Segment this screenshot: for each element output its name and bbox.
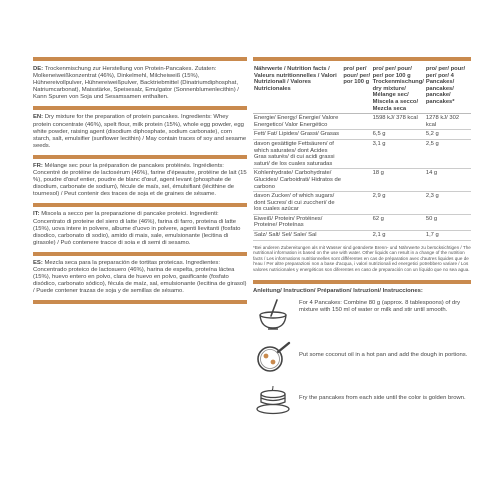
nutrient-label: davon gesättigte Fettsäuren/ of which saturates/ dont Acides Gras saturés/ di cui acidi grassi saturi/ de los cuales saturadas bbox=[253, 139, 342, 168]
lang-code-en: EN: bbox=[33, 114, 44, 121]
table-row bbox=[253, 192, 471, 215]
blank-header-area bbox=[0, 0, 500, 57]
pancake-stack-icon bbox=[255, 383, 291, 419]
value-pancakes: 1,7 g bbox=[425, 231, 471, 241]
instruction-text-3: Fry the pancakes from each side until the color is golden brown. bbox=[299, 395, 466, 402]
header-dry-mixture: pro/ per/ pour/ per/ por 100 g Trockenmischung/ dry mixture/ Mélange sec/ Miscela a secco/ Mezcla seca bbox=[372, 66, 425, 114]
instruction-step-2 bbox=[253, 340, 471, 383]
lang-code-fr: FR: bbox=[33, 162, 43, 169]
nutrition-footnote: *Bei anderen Zubereitungen als mit Wasser sind geänderte Brenn- und Nährwerte zu berücksichtigen / The nutritional information is based on the use with water. Other liquids can result in a change of the nutrition facts / Les informations nutritionnelles sont différentes en cas de préparation avec d'autres liquides que de l'eau / Per altre preparazioni non a base d'acqua, i valori nutrizionali ed energetici potrebbero variare / Los valores nutricionales y energéticos son diferentes en caso de preparación con un líquido que no sea agua. bbox=[253, 244, 471, 272]
ingredients-column bbox=[33, 66, 247, 308]
table-row bbox=[253, 114, 471, 130]
header-per-100g: pro/ per/ pour/ per/ por 100 g bbox=[342, 66, 371, 114]
instruction-step-3 bbox=[253, 383, 471, 426]
divider bbox=[33, 203, 247, 207]
instructions-title: Anleitung/ Instruction/ Préparation/ Istruzioni/ Instrucciones: bbox=[253, 288, 423, 295]
ingredients-es bbox=[33, 260, 247, 298]
lang-code-it: IT: bbox=[33, 211, 40, 218]
instruction-text-2: Put some coconut oil in a hot pan and add the dough in portions. bbox=[299, 352, 468, 359]
nutrient-label: davon Zucker/ of which sugars/ dont Sucres/ di cui zuccheri/ de los cuales azúcar bbox=[253, 192, 342, 215]
ingredients-en bbox=[33, 114, 247, 152]
nutrient-label: Fett/ Fat/ Lipides/ Grassi/ Grasas bbox=[253, 130, 342, 140]
ingredients-de bbox=[33, 66, 247, 104]
ingredients-it bbox=[33, 211, 247, 249]
value-dry: 62 g bbox=[372, 214, 425, 230]
divider-right-top bbox=[253, 57, 471, 61]
value-dry: 6,5 g bbox=[372, 130, 425, 140]
instruction-text-1: For 4 Pancakes: Combine 80 g (approx. 8 tablespoons) of dry mixture with 150 ml of water or milk and stir until smooth. bbox=[299, 300, 461, 314]
divider bbox=[33, 106, 247, 110]
ingredients-text-en: Dry mixture for the preparation of protein pancakes. Ingredients: Whey protein concentrate (46%), spelt flour, milk protein (15%), whole egg powder, egg white powder, raising agent (disodium diphosphate, sodium carbonate), corn starch, salt, emulsifier (sunflower lecithin) / May contain traces of soy and sesame seeds. bbox=[33, 114, 247, 149]
frying-pan-icon bbox=[255, 340, 291, 376]
divider bbox=[33, 155, 247, 159]
divider bbox=[33, 252, 247, 256]
nutrition-table bbox=[253, 66, 471, 241]
value-pancakes: 5,2 g bbox=[425, 130, 471, 140]
table-row bbox=[253, 169, 471, 192]
value-dry: 3,1 g bbox=[372, 139, 425, 168]
table-row bbox=[253, 139, 471, 168]
divider bbox=[33, 300, 247, 304]
mixing-bowl-icon bbox=[255, 297, 291, 333]
instruction-step-1 bbox=[253, 297, 471, 340]
ingredients-text-de: Trockenmischung zur Herstellung von Protein-Pancakes. Zutaten: Molkeneiweißkonzentrat (46%), Dinkelmehl, Milcheiweiß (15%), Hühnereivollpulver, Hühnereiweißpulver, Backtriebmittel (Dinatriumdiphosphat, Natriumcarbonat), Maisstärke, Speisesalz, Emulgator (Sonnenblumenlecithin) / Kann Spuren von Soja und Sesamsamen enthalten. bbox=[33, 66, 239, 101]
value-dry: 2,9 g bbox=[372, 192, 425, 215]
value-pancakes: 1278 kJ/ 302 kcal bbox=[425, 114, 471, 130]
value-pancakes: 50 g bbox=[425, 214, 471, 230]
nutrition-column bbox=[253, 66, 471, 426]
divider bbox=[253, 280, 471, 284]
nutrition-header-row bbox=[253, 66, 471, 114]
header-4-pancakes: pro/ per/ pour/ per/ por/ 4 Pancakes/ pancakes/ pancake/ pancakes* bbox=[425, 66, 471, 114]
value-dry: 18 g bbox=[372, 169, 425, 192]
header-nutrient: Nährwerte / Nutrition facts / Valeurs nutritionnelles / Valori Nutrizionali / Valores Nutricionales bbox=[253, 66, 342, 114]
value-pancakes: 14 g bbox=[425, 169, 471, 192]
value-dry: 2,1 g bbox=[372, 231, 425, 241]
nutrient-label: Kohlenhydrate/ Carbohydrate/ Glucides/ Carboidrati/ Hidratos de carbono bbox=[253, 169, 342, 192]
ingredients-fr bbox=[33, 163, 247, 201]
ingredients-text-es: Mezcla seca para la preparación de tortitas proteicas. Ingredientes: Concentrado proteico de lactosuero (46%), harina de espelta, proteína láctea (15%), huevo entero en polvo, clara de huevo en polvo, gasificante (fosfato disódico, carbonato sódico), fécula de maíz, sal, emulsionante (lecitina de girasol) / Puede contener trazas de soja y de semillas de sésamo. bbox=[33, 259, 247, 295]
ingredients-text-fr: Mélange sec pour la préparation de pancakes protéinés. Ingrédients: Concentré de protéine de lactosérum (46%), farine d'épeautre, protéine de lait (15 %), poudre d'œuf entier, poudre de blanc d'œuf, agent levant (phosphate de disodium, carbonate de sodium), fécule de maïs, sel, émulsifiant (lécithine de tournesol) / Peut contenir des traces de soja et de graines de sésame. bbox=[33, 162, 247, 198]
lang-code-de: DE: bbox=[33, 66, 44, 72]
ingredients-text-it: Miscela a secco per la preparazione di pancake proteici. Ingredienti: Concentrato di proteine del siero di latte (46%), farina di farro, proteina di latte (15%), uova intere in polvere, albume d'uovo in polvere, agenti lievitanti (fosfato disodico, carbonato di sodio), amido di mais, sale, emulsionante (lecitina di girasole) / Può contenere tracce di soia e di semi di sesamo. bbox=[33, 211, 241, 246]
table-row bbox=[253, 214, 471, 230]
value-pancakes: 2,5 g bbox=[425, 139, 471, 168]
table-row bbox=[253, 231, 471, 241]
divider-left-top bbox=[33, 57, 247, 61]
nutrient-label: Energie/ Energy/ Énergie/ Valore Energetico/ Valor Energético bbox=[253, 114, 342, 130]
lang-code-es: ES: bbox=[33, 259, 43, 266]
nutrient-label: Eiweiß/ Protein/ Protéines/ Proteine/ Proteínas bbox=[253, 214, 342, 230]
nutrient-label: Salz/ Salt/ Sel/ Sale/ Sal bbox=[253, 231, 342, 241]
value-dry: 1598 kJ/ 378 kcal bbox=[372, 114, 425, 130]
table-row bbox=[253, 130, 471, 140]
value-pancakes: 2,3 g bbox=[425, 192, 471, 215]
